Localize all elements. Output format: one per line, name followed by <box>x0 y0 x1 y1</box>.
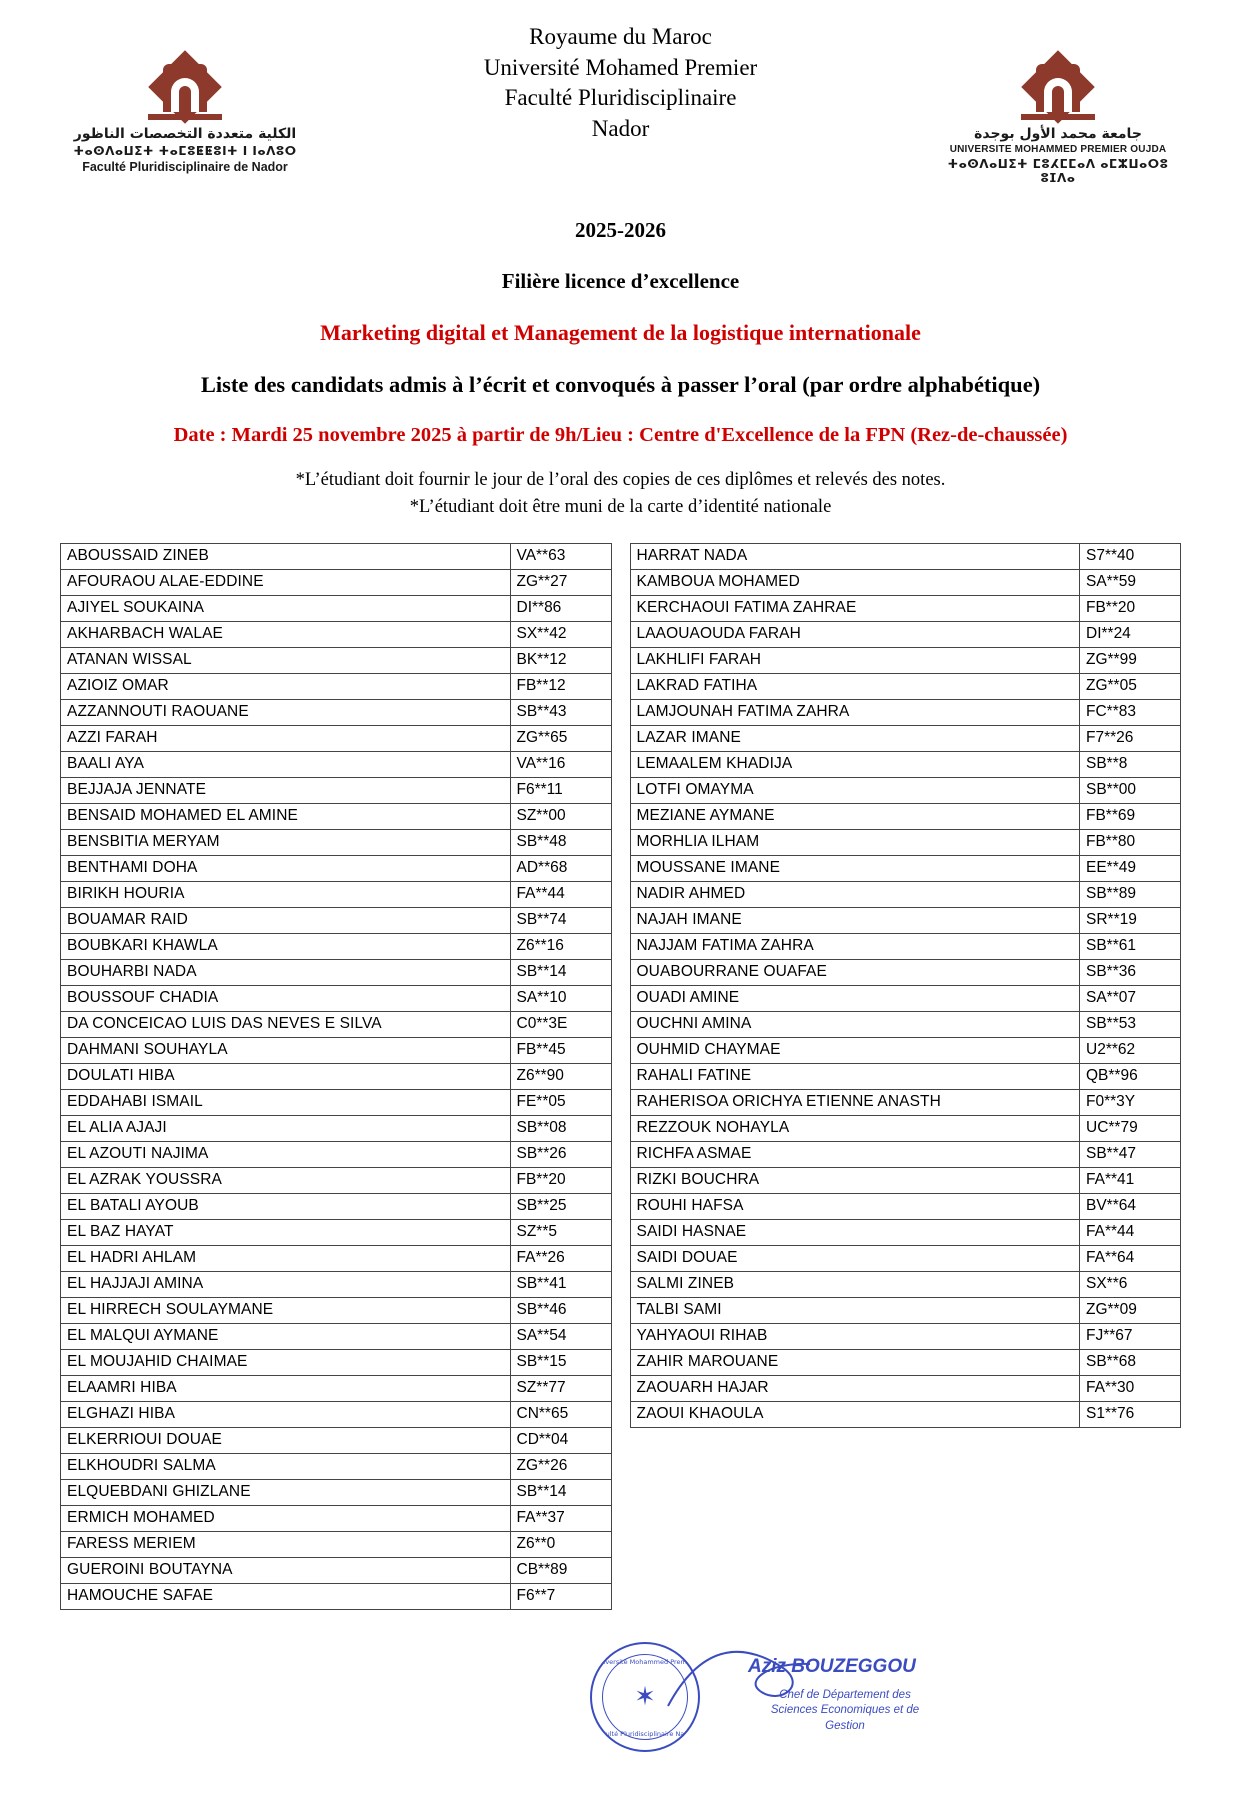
candidate-name: ZAHIR MAROUANE <box>630 1349 1080 1375</box>
candidate-name: REZZOUK NOHAYLA <box>630 1115 1080 1141</box>
candidate-code: VA**16 <box>510 751 611 777</box>
table-row <box>630 803 1181 829</box>
signature-area <box>60 1636 1181 1816</box>
candidate-code: SA**54 <box>510 1323 611 1349</box>
candidate-name: BENTHAMI DOHA <box>61 855 511 881</box>
candidate-name: SAIDI DOUAE <box>630 1245 1080 1271</box>
candidate-name: ROUHI HAFSA <box>630 1193 1080 1219</box>
candidate-name: MOUSSANE IMANE <box>630 855 1080 881</box>
candidate-code: FA**37 <box>510 1505 611 1531</box>
table-row <box>61 569 612 595</box>
candidate-code: C0**3E <box>510 1011 611 1037</box>
table-row <box>630 1271 1181 1297</box>
candidate-name: LAZAR IMANE <box>630 725 1080 751</box>
candidate-name: RIZKI BOUCHRA <box>630 1167 1080 1193</box>
table-row <box>630 1063 1181 1089</box>
candidate-code: SB**14 <box>510 959 611 985</box>
candidate-name: ELAAMRI HIBA <box>61 1375 511 1401</box>
candidate-name: ERMICH MOHAMED <box>61 1505 511 1531</box>
table-row <box>61 1375 612 1401</box>
candidate-name: ZAOUARH HAJAR <box>630 1375 1080 1401</box>
table-row <box>630 933 1181 959</box>
table-row <box>630 647 1181 673</box>
candidate-name: EL MOUJAHID CHAIMAE <box>61 1349 511 1375</box>
instruction-line-2: *L’étudiant doit être muni de la carte d’identité nationale <box>409 496 832 517</box>
candidate-code: AD**68 <box>510 855 611 881</box>
candidate-name: ELKHOUDRI SALMA <box>61 1453 511 1479</box>
table-row <box>61 907 612 933</box>
table-row <box>61 1271 612 1297</box>
candidate-name: KAMBOUA MOHAMED <box>630 569 1080 595</box>
candidate-name: AKHARBACH WALAE <box>61 621 511 647</box>
candidate-name: BEJJAJA JENNATE <box>61 777 511 803</box>
candidate-code: SB**08 <box>510 1115 611 1141</box>
candidate-code: CB**89 <box>510 1557 611 1583</box>
table-row <box>630 1141 1181 1167</box>
candidate-code: CN**65 <box>510 1401 611 1427</box>
table-row <box>630 959 1181 985</box>
university-logo-arabic-label: جامعة محمد الأول بوجدة <box>974 126 1142 142</box>
candidate-code: ZG**09 <box>1080 1297 1181 1323</box>
faculty-crest-icon <box>146 56 224 122</box>
university-crest-icon <box>1019 56 1097 122</box>
heading-line-3: Faculté Pluridisciplinaire <box>504 85 737 111</box>
table-row <box>630 1297 1181 1323</box>
table-row <box>61 1583 612 1609</box>
candidate-name: EL BAZ HAYAT <box>61 1219 511 1245</box>
exam-date-venue: Date : Mardi 25 novembre 2025 à partir de 9h/Lieu : Centre d'Excellence de la FPN (Rez-de-chaussée) <box>173 424 1068 446</box>
candidate-name: TALBI SAMI <box>630 1297 1080 1323</box>
academic-year: 2025-2026 <box>575 218 666 242</box>
stamp-bottom-text: Faculté Pluridisciplinaire Nador <box>594 1729 696 1738</box>
candidate-name: DOULATI HIBA <box>61 1063 511 1089</box>
candidate-name: RAHALI FATINE <box>630 1063 1080 1089</box>
table-row <box>630 1245 1181 1271</box>
candidates-tables <box>60 543 1181 1610</box>
candidate-name: MORHLIA ILHAM <box>630 829 1080 855</box>
table-row <box>61 777 612 803</box>
title-block <box>60 218 1181 521</box>
candidate-name: GUEROINI BOUTAYNA <box>61 1557 511 1583</box>
candidate-code: F6**7 <box>510 1583 611 1609</box>
candidate-name: NADIR AHMED <box>630 881 1080 907</box>
candidate-name: LEMAALEM KHADIJA <box>630 751 1080 777</box>
candidate-code: ZG**05 <box>1080 673 1181 699</box>
table-row <box>630 1115 1181 1141</box>
candidate-code: FB**45 <box>510 1037 611 1063</box>
table-row <box>630 725 1181 751</box>
candidate-code: FJ**67 <box>1080 1323 1181 1349</box>
table-row <box>630 1401 1181 1427</box>
table-row <box>61 751 612 777</box>
candidate-code: ZG**65 <box>510 725 611 751</box>
candidate-code: SB**25 <box>510 1193 611 1219</box>
table-row <box>61 1193 612 1219</box>
candidate-name: EL AZRAK YOUSSRA <box>61 1167 511 1193</box>
table-row <box>61 1531 612 1557</box>
candidate-code: SA**07 <box>1080 985 1181 1011</box>
candidate-code: SB**46 <box>510 1297 611 1323</box>
candidate-name: ATANAN WISSAL <box>61 647 511 673</box>
candidate-name: ABOUSSAID ZINEB <box>61 543 511 569</box>
table-row <box>630 907 1181 933</box>
candidate-name: AZIOIZ OMAR <box>61 673 511 699</box>
candidates-column-right <box>630 543 1182 1428</box>
candidate-name: BOUBKARI KHAWLA <box>61 933 511 959</box>
faculty-logo <box>70 56 300 174</box>
table-row <box>61 1427 612 1453</box>
list-subtitle: Liste des candidats admis à l’écrit et convoqués à passer l’oral (par ordre alphabétique) <box>200 372 1041 397</box>
candidate-code: SB**14 <box>510 1479 611 1505</box>
table-row <box>61 1141 612 1167</box>
university-logo-french-label: UNIVERSITE MOHAMMED PREMIER OUJDA <box>949 144 1167 155</box>
candidate-code: FB**12 <box>510 673 611 699</box>
candidate-code: Z6**16 <box>510 933 611 959</box>
candidate-name: HARRAT NADA <box>630 543 1080 569</box>
candidate-name: RAHERISOA ORICHYA ETIENNE ANASTH <box>630 1089 1080 1115</box>
instructions <box>60 467 1181 521</box>
candidate-code: SB**26 <box>510 1141 611 1167</box>
candidate-code: FE**05 <box>510 1089 611 1115</box>
candidate-name: ZAOUI KHAOULA <box>630 1401 1080 1427</box>
table-row <box>630 829 1181 855</box>
candidate-code: U2**62 <box>1080 1037 1181 1063</box>
candidate-name: BOUSSOUF CHADIA <box>61 985 511 1011</box>
table-row <box>630 595 1181 621</box>
table-row <box>630 985 1181 1011</box>
table-row <box>61 1557 612 1583</box>
candidate-name: EL ALIA AJAJI <box>61 1115 511 1141</box>
table-row <box>61 725 612 751</box>
candidate-code: QB**96 <box>1080 1063 1181 1089</box>
faculty-logo-arabic-label: الكلية متعددة التخصصات الناظور <box>73 126 297 142</box>
stamp-top-text: Université Mohammed Premier <box>594 1657 696 1666</box>
candidate-code: FB**80 <box>1080 829 1181 855</box>
candidate-name: EL BATALI AYOUB <box>61 1193 511 1219</box>
program-track: Filière licence d’excellence <box>501 269 740 293</box>
candidates-table-left <box>60 543 612 1610</box>
university-logo <box>943 56 1173 185</box>
table-row <box>61 1479 612 1505</box>
candidate-code: FB**20 <box>510 1167 611 1193</box>
candidate-code: SB**74 <box>510 907 611 933</box>
candidate-code: FA**30 <box>1080 1375 1181 1401</box>
candidate-name: OUHMID CHAYMAE <box>630 1037 1080 1063</box>
table-row <box>61 1167 612 1193</box>
candidate-name: RICHFA ASMAE <box>630 1141 1080 1167</box>
table-row <box>630 1193 1181 1219</box>
candidate-name: DAHMANI SOUHAYLA <box>61 1037 511 1063</box>
table-row <box>630 1349 1181 1375</box>
candidate-name: SALMI ZINEB <box>630 1271 1080 1297</box>
table-row <box>630 1219 1181 1245</box>
candidate-code: DI**86 <box>510 595 611 621</box>
official-stamp <box>590 1642 700 1752</box>
candidate-name: EDDAHABI ISMAIL <box>61 1089 511 1115</box>
candidate-code: Z6**0 <box>510 1531 611 1557</box>
candidate-code: SB**89 <box>1080 881 1181 907</box>
candidate-code: FA**26 <box>510 1245 611 1271</box>
table-row <box>630 751 1181 777</box>
candidate-name: BAALI AYA <box>61 751 511 777</box>
candidate-code: F0**3Y <box>1080 1089 1181 1115</box>
candidate-code: BK**12 <box>510 647 611 673</box>
candidate-code: SA**59 <box>1080 569 1181 595</box>
table-row <box>61 855 612 881</box>
candidate-code: SZ**00 <box>510 803 611 829</box>
candidate-code: FB**69 <box>1080 803 1181 829</box>
table-row <box>61 543 612 569</box>
table-row <box>61 1297 612 1323</box>
table-row <box>61 1453 612 1479</box>
document-header <box>60 18 1181 198</box>
candidate-code: VA**63 <box>510 543 611 569</box>
table-row <box>61 673 612 699</box>
candidate-code: SB**8 <box>1080 751 1181 777</box>
faculty-logo-tifinagh-label: ⵜⴰⵙⴷⴰⵡⵉⵜ ⵜⴰⵎⵓⵟⵟⵓⵏⵜ ⵏ ⵏⴰⴷⵓⵔ <box>73 144 297 158</box>
candidate-name: NAJAH IMANE <box>630 907 1080 933</box>
candidate-name: DA CONCEICAO LUIS DAS NEVES E SILVA <box>61 1011 511 1037</box>
table-row <box>61 1505 612 1531</box>
heading-line-4: Nador <box>591 115 650 141</box>
table-row <box>630 777 1181 803</box>
candidate-code: SZ**5 <box>510 1219 611 1245</box>
table-row <box>630 1089 1181 1115</box>
candidate-code: FC**83 <box>1080 699 1181 725</box>
candidate-code: SR**19 <box>1080 907 1181 933</box>
candidate-name: EL HAJJAJI AMINA <box>61 1271 511 1297</box>
candidate-name: LOTFI OMAYMA <box>630 777 1080 803</box>
candidate-name: BIRIKH HOURIA <box>61 881 511 907</box>
candidate-name: AFOURAOU ALAE-EDDINE <box>61 569 511 595</box>
candidate-code: SB**48 <box>510 829 611 855</box>
signatory-role: Chef de Département des Sciences Economiques et de Gestion <box>770 1688 920 1732</box>
candidate-code: FB**20 <box>1080 595 1181 621</box>
candidate-code: FA**44 <box>510 881 611 907</box>
candidate-name: ELKERRIOUI DOUAE <box>61 1427 511 1453</box>
signatory-name: Aziz BOUZEGGOU <box>748 1655 916 1677</box>
candidate-code: SA**10 <box>510 985 611 1011</box>
table-row <box>61 1063 612 1089</box>
star-icon: ✶ <box>634 1681 656 1712</box>
candidate-code: EE**49 <box>1080 855 1181 881</box>
table-row <box>61 985 612 1011</box>
heading-line-2: Université Mohamed Premier <box>483 54 758 80</box>
candidate-name: SAIDI HASNAE <box>630 1219 1080 1245</box>
candidate-name: EL MALQUI AYMANE <box>61 1323 511 1349</box>
table-row <box>61 959 612 985</box>
table-row <box>61 1011 612 1037</box>
candidate-code: SB**41 <box>510 1271 611 1297</box>
heading-line-1: Royaume du Maroc <box>529 24 712 49</box>
candidate-name: ELQUEBDANI GHIZLANE <box>61 1479 511 1505</box>
candidate-name: ELGHAZI HIBA <box>61 1401 511 1427</box>
table-row <box>61 1089 612 1115</box>
candidate-code: SB**00 <box>1080 777 1181 803</box>
candidate-code: SB**15 <box>510 1349 611 1375</box>
candidate-name: OUADI AMINE <box>630 985 1080 1011</box>
candidate-code: ZG**27 <box>510 569 611 595</box>
candidates-column-left <box>60 543 612 1610</box>
table-row <box>61 881 612 907</box>
table-row <box>630 1037 1181 1063</box>
university-logo-tifinagh-label: ⵜⴰⵙⴷⴰⵡⵉⵜ ⵎⵓⵃⵎⵎⴰⴷ ⴰⵎⵣⵡⴰⵔⵓ ⵓⵊⴷⴰ <box>947 157 1169 185</box>
table-row <box>630 543 1181 569</box>
candidate-name: OUCHNI AMINA <box>630 1011 1080 1037</box>
table-row <box>61 933 612 959</box>
candidate-name: AZZANNOUTI RAOUANE <box>61 699 511 725</box>
table-row <box>61 621 612 647</box>
candidate-name: LAKHLIFI FARAH <box>630 647 1080 673</box>
table-row <box>630 699 1181 725</box>
candidate-code: F6**11 <box>510 777 611 803</box>
table-row <box>61 1401 612 1427</box>
table-row <box>630 1167 1181 1193</box>
candidate-code: FA**64 <box>1080 1245 1181 1271</box>
candidate-name: AJIYEL SOUKAINA <box>61 595 511 621</box>
table-row <box>630 855 1181 881</box>
table-row <box>61 803 612 829</box>
candidate-name: BENSAID MOHAMED EL AMINE <box>61 803 511 829</box>
candidate-name: LAKRAD FATIHA <box>630 673 1080 699</box>
table-row <box>61 595 612 621</box>
candidates-table-right <box>630 543 1182 1428</box>
candidate-code: SB**43 <box>510 699 611 725</box>
table-row <box>61 1037 612 1063</box>
candidate-code: S1**76 <box>1080 1401 1181 1427</box>
table-row <box>630 1323 1181 1349</box>
candidate-code: ZG**99 <box>1080 647 1181 673</box>
candidate-name: EL HADRI AHLAM <box>61 1245 511 1271</box>
candidate-name: LAAOUAOUDA FARAH <box>630 621 1080 647</box>
candidate-code: SB**36 <box>1080 959 1181 985</box>
candidate-code: DI**24 <box>1080 621 1181 647</box>
table-row <box>630 1011 1181 1037</box>
table-row <box>630 621 1181 647</box>
table-row <box>630 1375 1181 1401</box>
candidate-code: S7**40 <box>1080 543 1181 569</box>
candidate-name: YAHYAOUI RIHAB <box>630 1323 1080 1349</box>
candidate-name: HAMOUCHE SAFAE <box>61 1583 511 1609</box>
candidate-code: FA**44 <box>1080 1219 1181 1245</box>
candidate-code: SZ**77 <box>510 1375 611 1401</box>
candidate-code: SB**53 <box>1080 1011 1181 1037</box>
candidate-code: ZG**26 <box>510 1453 611 1479</box>
candidate-code: SX**42 <box>510 621 611 647</box>
page-title: Marketing digital et Management de la logistique internationale <box>320 320 921 345</box>
faculty-logo-french-label: Faculté Pluridisciplinaire de Nador <box>82 160 288 174</box>
table-row <box>61 1115 612 1141</box>
table-row <box>61 829 612 855</box>
table-row <box>630 569 1181 595</box>
table-row <box>61 1245 612 1271</box>
candidate-name: EL AZOUTI NAJIMA <box>61 1141 511 1167</box>
candidate-code: SB**61 <box>1080 933 1181 959</box>
candidate-code: CD**04 <box>510 1427 611 1453</box>
table-row <box>61 1219 612 1245</box>
table-row <box>61 1349 612 1375</box>
candidate-code: UC**79 <box>1080 1115 1181 1141</box>
table-row <box>61 1323 612 1349</box>
candidate-code: SB**47 <box>1080 1141 1181 1167</box>
candidate-name: EL HIRRECH SOULAYMANE <box>61 1297 511 1323</box>
table-row <box>630 881 1181 907</box>
table-row <box>630 673 1181 699</box>
table-row <box>61 699 612 725</box>
candidate-code: SX**6 <box>1080 1271 1181 1297</box>
candidate-name: MEZIANE AYMANE <box>630 803 1080 829</box>
table-row <box>61 647 612 673</box>
candidate-name: KERCHAOUI FATIMA ZAHRAE <box>630 595 1080 621</box>
candidate-name: OUABOURRANE OUAFAE <box>630 959 1080 985</box>
candidate-code: BV**64 <box>1080 1193 1181 1219</box>
candidate-name: FARESS MERIEM <box>61 1531 511 1557</box>
candidate-code: F7**26 <box>1080 725 1181 751</box>
candidate-name: NAJJAM FATIMA ZAHRA <box>630 933 1080 959</box>
candidate-code: Z6**90 <box>510 1063 611 1089</box>
candidate-name: BOUHARBI NADA <box>61 959 511 985</box>
candidate-name: LAMJOUNAH FATIMA ZAHRA <box>630 699 1080 725</box>
candidate-name: BENSBITIA MERYAM <box>61 829 511 855</box>
candidate-code: SB**68 <box>1080 1349 1181 1375</box>
candidate-name: BOUAMAR RAID <box>61 907 511 933</box>
candidate-name: AZZI FARAH <box>61 725 511 751</box>
candidate-code: FA**41 <box>1080 1167 1181 1193</box>
instruction-line-1: *L’étudiant doit fournir le jour de l’oral des copies de ces diplômes et relevés des notes. <box>295 470 946 490</box>
